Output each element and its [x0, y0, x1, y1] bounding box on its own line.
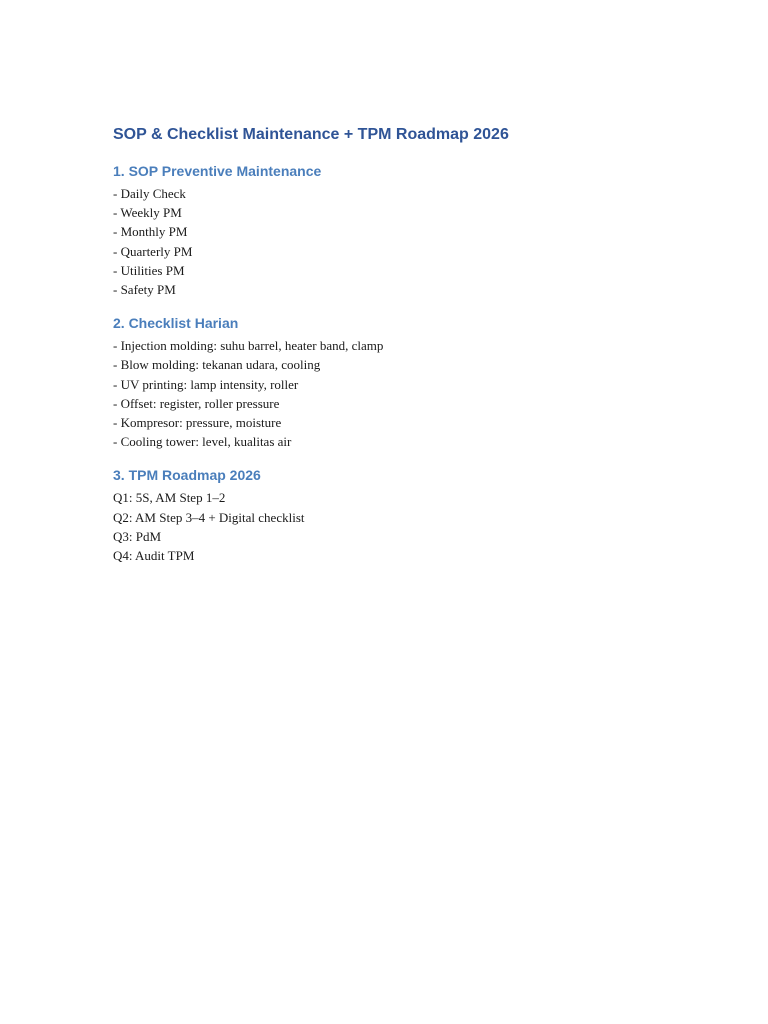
- section-tpm-roadmap-2026: [113, 465, 673, 565]
- list-item: - Offset: register, roller pressure: [113, 395, 280, 411]
- list-item: - Quarterly PM: [113, 243, 193, 259]
- section-checklist-harian: [113, 313, 673, 451]
- list-item: - Daily Check: [113, 186, 186, 201]
- list-item: - Weekly PM: [113, 205, 182, 221]
- section-heading: 3. TPM Roadmap 2026: [113, 467, 261, 484]
- list-item: - Injection molding: suhu barrel, heater band, clamp: [113, 338, 384, 354]
- list-item: - Cooling tower: level, kualitas air: [113, 434, 292, 450]
- document-page: [113, 124, 673, 579]
- list-item: Q2: AM Step 3–4 + Digital checklist: [113, 509, 305, 525]
- list-item: Q1: 5S, AM Step 1–2: [113, 490, 226, 506]
- section-heading: 1. SOP Preventive Maintenance: [113, 163, 322, 179]
- list-item: - Blow molding: tekanan udara, cooling: [113, 357, 321, 373]
- list-item: - UV printing: lamp intensity, roller: [113, 376, 299, 392]
- list-item: - Monthly PM: [113, 224, 188, 240]
- list-item: Q3: PdM: [113, 528, 162, 544]
- document-title: SOP & Checklist Maintenance + TPM Roadmap 2026: [113, 126, 509, 143]
- section-heading: 2. Checklist Harian: [113, 315, 239, 332]
- list-item: - Utilities PM: [113, 262, 185, 278]
- list-item: Q4: Audit TPM: [113, 548, 195, 564]
- section-sop-preventive-maintenance: [113, 161, 673, 299]
- list-item: - Kompresor: pressure, moisture: [113, 415, 282, 431]
- list-item: - Safety PM: [113, 282, 176, 298]
